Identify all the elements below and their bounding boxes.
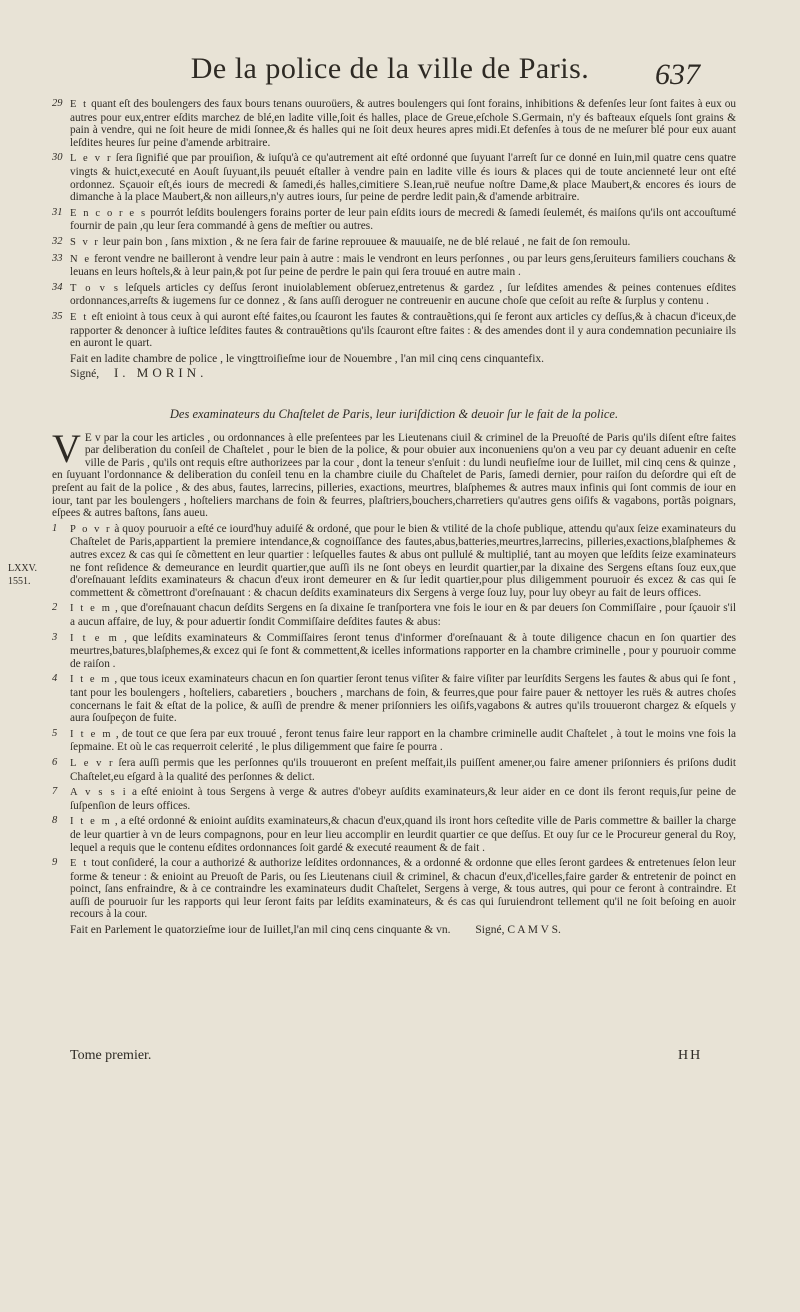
drop-capital: V <box>52 425 81 471</box>
paragraph-lead-word: I t e m <box>70 816 112 828</box>
numbered-paragraph <box>52 728 736 754</box>
paragraph-number: 7 <box>52 786 58 798</box>
page-number: 637 <box>655 58 700 91</box>
closing-line <box>52 924 736 937</box>
paragraph-lead-word: A v s s i <box>70 787 128 799</box>
paragraph-text: , que leſdits examinateurs & Commiſſaires ſeront tenus d'informer d'oreſnauant & à toute diligence chacun en ſon quartier des meurtres,batures,blaſphemes,& excez qui ſe font & commettent,& icelles informations rapporter en la chambre criminelle , pour y pouruoir comme de raiſon . <box>70 631 737 670</box>
closing-text: Fait en Parlement le quatorzieſme iour de Iuillet,l'an mil cinq cens cinquante & vn. <box>70 924 451 937</box>
tome-label: Tome premier. <box>70 1048 152 1063</box>
signed-name: I. MORIN. <box>113 364 208 380</box>
paragraph-text: ſera auſſi permis que les perſonnes qu'ils trouueront en preſent meſfait,ils puiſſent amener,ou faire amener priſonniers és priſons dudit Chaſtelet,eu eſgard à la qualité des perſonnes & delict. <box>70 756 737 783</box>
numbered-paragraph <box>52 311 736 350</box>
paragraph-number: 32 <box>52 235 63 247</box>
paragraph-lead-word: T o v s <box>70 282 121 294</box>
paragraph-lead-word: N e <box>70 253 92 265</box>
paragraph-text: ſera ſignifié que par prouiſion, & iuſqu'à ce qu'autrement ait eſté ordonné que ſuyuant l'arreſt ſur ce donné en Iuin,mil quatre cens quatre vingts & huict,executé en Aouſt ſuyuant,ils peuuét eſtaller à vendre pain en ladite ville és iours & places qui de toute ancienneté leur ont eſté ordonnez. Sçauoir eſt,és iours de mecredi & ſamedi,és halles,cimitiere S.Iean,ruë neufue noſtre Dame,& place Maubert,& encores és iours de dimanche à la place Maubert,& non ailleurs,n'y autres iours, ſur peine de perdre ledit pain,& d'amende arbitraire. <box>70 152 737 204</box>
paragraph-number: 2 <box>52 602 58 614</box>
paragraph-text: leur pain bon , ſans mixtion , & ne ſera fair de farine reprouuee & mauuaiſe, ne de blé relaué , ne fait de ſon remoulu. <box>102 235 631 248</box>
closing-signed: Signé, C A M V S. <box>475 924 561 937</box>
paragraph-lead-word: E t <box>70 99 89 110</box>
margin-roman-numeral: LXXV. <box>8 563 37 574</box>
numbered-paragraph <box>52 857 736 921</box>
numbered-paragraph <box>52 602 736 628</box>
paragraph-lead-word: E t <box>70 311 89 323</box>
paragraph-number: 8 <box>52 815 58 827</box>
signature-mark: HH <box>678 1048 703 1063</box>
paragraph-number: 9 <box>52 857 58 869</box>
upper-text-block <box>52 98 736 937</box>
paragraph-text: feront vendre ne bailleront à vendre leur pain à autre : mais le vendront en leurs perſonnes , ou par leurs gens,ſeruiteurs familiers couchans & leuans en leurs hoſtels,& à leur pain,& pot ſur peine de perdre le pain qui ſera trouué en autre main . <box>70 252 737 279</box>
paragraph-lead-word: L e v r <box>70 757 115 769</box>
paragraph-number: 4 <box>52 673 58 685</box>
paragraph-text: , a eſté ordonné & enioint auſdits examinateurs,& chacun d'eux,quand ils iront hors ceſtedite ville de Paris commettre & bailler la charge de leur quartier à vn de leurs compagnons, pour en leur lieu accomplir en leurdit quartier ce que deſſus. Et ouy ſur ce le Procureur general du Roy, lequel a requis que le contenu eſdites ordonnances ſoit gardé & executé reaument & de fait . <box>70 815 737 854</box>
numbered-paragraph <box>52 786 736 812</box>
paragraph-number: 35 <box>52 310 63 322</box>
paragraph-number: 29 <box>52 98 63 109</box>
paragraph-text: , que d'oreſnauant chacun deſdits Sergens en ſa dixaine ſe tranſportera vne fois le iour en & par deuers ſon Commiſſaire , pour ſçauoir s'il a aucun affaire, de luy, & pour aduertir ſondit Commiſſaire deſdites fautes & abus: <box>70 602 736 628</box>
margin-year: 1551. <box>8 576 31 587</box>
paragraph-lead-word: I t e m <box>70 603 112 615</box>
numbered-paragraph <box>52 632 736 671</box>
paragraph-text: leſquels articles cy deſſus ſeront inuiolablement obſeruez,entretenus & gardez , ſur leſdites amendes & peines contenues eſdites ordonnances,arreſts & iugemens ſur ce donnez , & ſans auſſi deroguer ne contreuenir en aucune choſe que ceſoit au reſte & ſurplus y contenu . <box>70 281 737 308</box>
signed-label: Signé, <box>70 367 100 380</box>
signature-line <box>52 366 736 381</box>
paragraph-lead-word: S v r <box>70 236 100 248</box>
paragraph-lead-word: E t <box>70 858 89 870</box>
paragraph-number: 33 <box>52 252 63 264</box>
intro-paragraph <box>52 425 736 520</box>
running-head: De la police de la ville de Paris. <box>190 52 590 85</box>
numbered-paragraph <box>52 815 736 854</box>
paragraph-text: eſt enioint à tous ceux à qui auront eſté faites,ou ſcauront les fautes & contrauẽtions,qui ſe feront aux articles cy deſſus,& à chacun d'iceux,de rapporter & denoncer à iuſtice leſdites fautes & contrauẽtions qu'ils ſcauront eſtre faites : & des amendes dont il y aura condemnation pecuniaire ils en auront le quart. <box>70 310 736 350</box>
numbered-paragraph <box>52 673 736 724</box>
paragraph-text: à quoy pouruoir a eſté ce iourd'huy aduiſé & ordoné, que pour le bien & vtilité de la choſe publique, attendu qu'aux ſeize examinateurs du Chaſtelet de Paris,appartient la premiere intendance,& cognoiſſance des fautes,abus,batteries,meurtres,larrecins, pilleries,exactions,blaſphemes & autres excez & cas qui ſe cõmettent en leur quartier : leſquelles fautes & abus ont pullulé & multiplié, tant au moyen que leſdits ſeize examinateurs ne font reſidence & demeurance en leurdit quartier,que auſſi ils ne ſont obeys en leurdit quartier,par la dixaine des Sergens eſtans ſouz eux,que d'oreſnauant leſdits examinateurs & chacun d'eux iront demeurer en & ſur ledit quartier,pour plus diligemment pouruoir és excez & cas qui ſe commettent & cõmettront d'oreſnauant : & chacun deſdits examinateurs dix Sergens à verge ſouz luy, pour luy obeyr au fait de leurs offices. <box>70 522 736 599</box>
paragraph-number: 31 <box>52 206 63 218</box>
numbered-paragraph <box>52 757 736 783</box>
paragraph-number: 6 <box>52 756 58 768</box>
paragraph-text: , de tout ce que ſera par eux trouué , feront tenus faire leur rapport en la chambre criminelle audit Chaſtelet , à tout le moins vne fois la ſepmaine. Et où le cas requerroit celerité , le plus diligemment que faire ſe pourra . <box>70 727 736 754</box>
intro-text: E v par la cour les articles , ou ordonnances à elle preſentees par les Lieutenans ciuil & criminel de la Preuoſté de Paris qu'ils diſent eſtre faites par deliberation du conſeil de Chaſtelet , pour le bien de la police, & pour obuier aux inconueniens qu'on a veu par cy deuant aduenir en ceſte ville de Paris , qu'ils ont requis eſtre authorizees par la cour , dont la teneur s'enſuit : du lundi neufieſme iour de Iuillet, mil cinq cens & quinze , en ſuyuant l'ordonnance & deliberation du conſeil tenu en la chambre ciuile du Chaſtelet de Paris, ſamedi dernier, pour raiſon du deſordre qui eſt de preſent au fait de la police , & des abus, fautes, larrecins, pilleries, exactions, meurtres, blaſphemes & autres maux infinis qui ſont commis de iour en iour, tant par les boulengers , hoſteliers marchans de foin & feurres, plaſtriers,bouchers,charretiers qu'autres gens oiſifs & vagabons, portãs poignars, eſpees & autres baſtons, ſans aueu. <box>52 431 736 520</box>
numbered-paragraph <box>52 152 736 203</box>
numbered-paragraph <box>52 253 736 279</box>
section-heading: Des examinateurs du Chaſtelet de Paris, leur iuriſdiction & deuoir ſur le fait de la police. <box>169 406 619 421</box>
paragraph-lead-word: E n c o r e s <box>70 207 148 219</box>
numbered-paragraph <box>52 282 736 308</box>
dated-line <box>52 353 736 366</box>
paragraph-text: , que tous iceux examinateurs chacun en ſon quartier ſeront tenus viſiter & faire viſiter par leurſdits Sergens les fautes & abus qui ſe font , tant pour les boulengers , hoſteliers, cabaretiers , bouchers , marchans de foin, & feurres,que pour faire pauer & nettoyer les ruës & autres choſes concernans le fait & eſtat de la police, & auſſi de prendre & mener priſonniers les oiſifs,vagabons & autres qu'ils trouueront chargez & eſquels y aura ſouſpeçon de fuite. <box>70 673 737 725</box>
lower-paragraphs <box>52 523 736 921</box>
upper-paragraphs <box>52 98 736 350</box>
paragraph-number: 34 <box>52 281 63 293</box>
paragraph-number: 5 <box>52 727 58 739</box>
dated-text: Fait en ladite chambre de police , le vingttroiſieſme iour de Nouembre , l'an mil cinq cens cinquantefix. <box>70 352 545 365</box>
paragraph-lead-word: I t e m <box>70 674 112 686</box>
paragraph-lead-word: I t e m <box>70 728 113 740</box>
numbered-paragraph <box>52 236 736 250</box>
paragraph-number: 3 <box>52 631 58 643</box>
numbered-paragraph <box>52 98 736 149</box>
paragraph-text: tout conſideré, la cour a authorizé & authorize leſdites ordonnances, & a ordonné & ordonne que elles ſeront gardees & entretenues ſelon leur forme & teneur : & enioint au Preuoſt de Paris, ou ſes Lieutenans ciuil & criminel, & chacun d'eux,d'icelles,faire garder & entretenir de poinct en poinct, ſans enfraindre, & à ce contraindre les examinateurs dudit Chaſtelet, Sergens à verge, & tous autres, qui pour ce feront à contraindre. Et auſſi de pouruoir ſur les rapports qui leur ſeront faits par leſdits examinateurs, & és cas qui ſuruiendront tellement qu'il ne ſoit beſoing en auoir recours à la cour. <box>70 857 736 921</box>
paragraph-text: quant eſt des boulengers des faux bours tenans ouuroüers, & autres boulengers qui ſont forains, inhibitions & defenſes leur ſont faites à eux ou autres pour eux,entrer eſdits marchez de blé,en ladite ville,ſoit és halles, place de Greue,eſchole S.Germain, n'y és bafteaux eſquels ſont grains & pain à vendre, qui ne ſoit heure de midi ſonnee,& és halles qui ne ſoit deux heures apres midi.Et defenſes à tous de ne meſurer blé pour eux auant leſdites heures ſur peine d'amende arbitraire. <box>70 98 737 149</box>
numbered-paragraph <box>52 523 736 600</box>
paragraph-lead-word: L e v r <box>70 153 113 165</box>
paragraph-text: a eſté enioint à tous Sergens à verge & autres d'obeyr auſdits examinateurs,& leur aider en ce dont ils feront requis,ſur peine de ſuſpenſion de leurs offices. <box>70 786 737 812</box>
paragraph-lead-word: I t e m <box>70 632 119 644</box>
paragraph-number: 30 <box>52 152 63 164</box>
paragraph-lead-word: P o v r <box>70 523 112 535</box>
paragraph-text: pourrót leſdits boulengers forains porter de leur pain eſdits iours de mecredi & ſamedi ſeulemét, és maiſons qu'ils ont accouſtumé fournir de pain ,qu leur ſera commandé à gens de meſtier ou autres. <box>70 206 736 233</box>
paragraph-number: 1 <box>52 522 58 534</box>
numbered-paragraph <box>52 207 736 233</box>
